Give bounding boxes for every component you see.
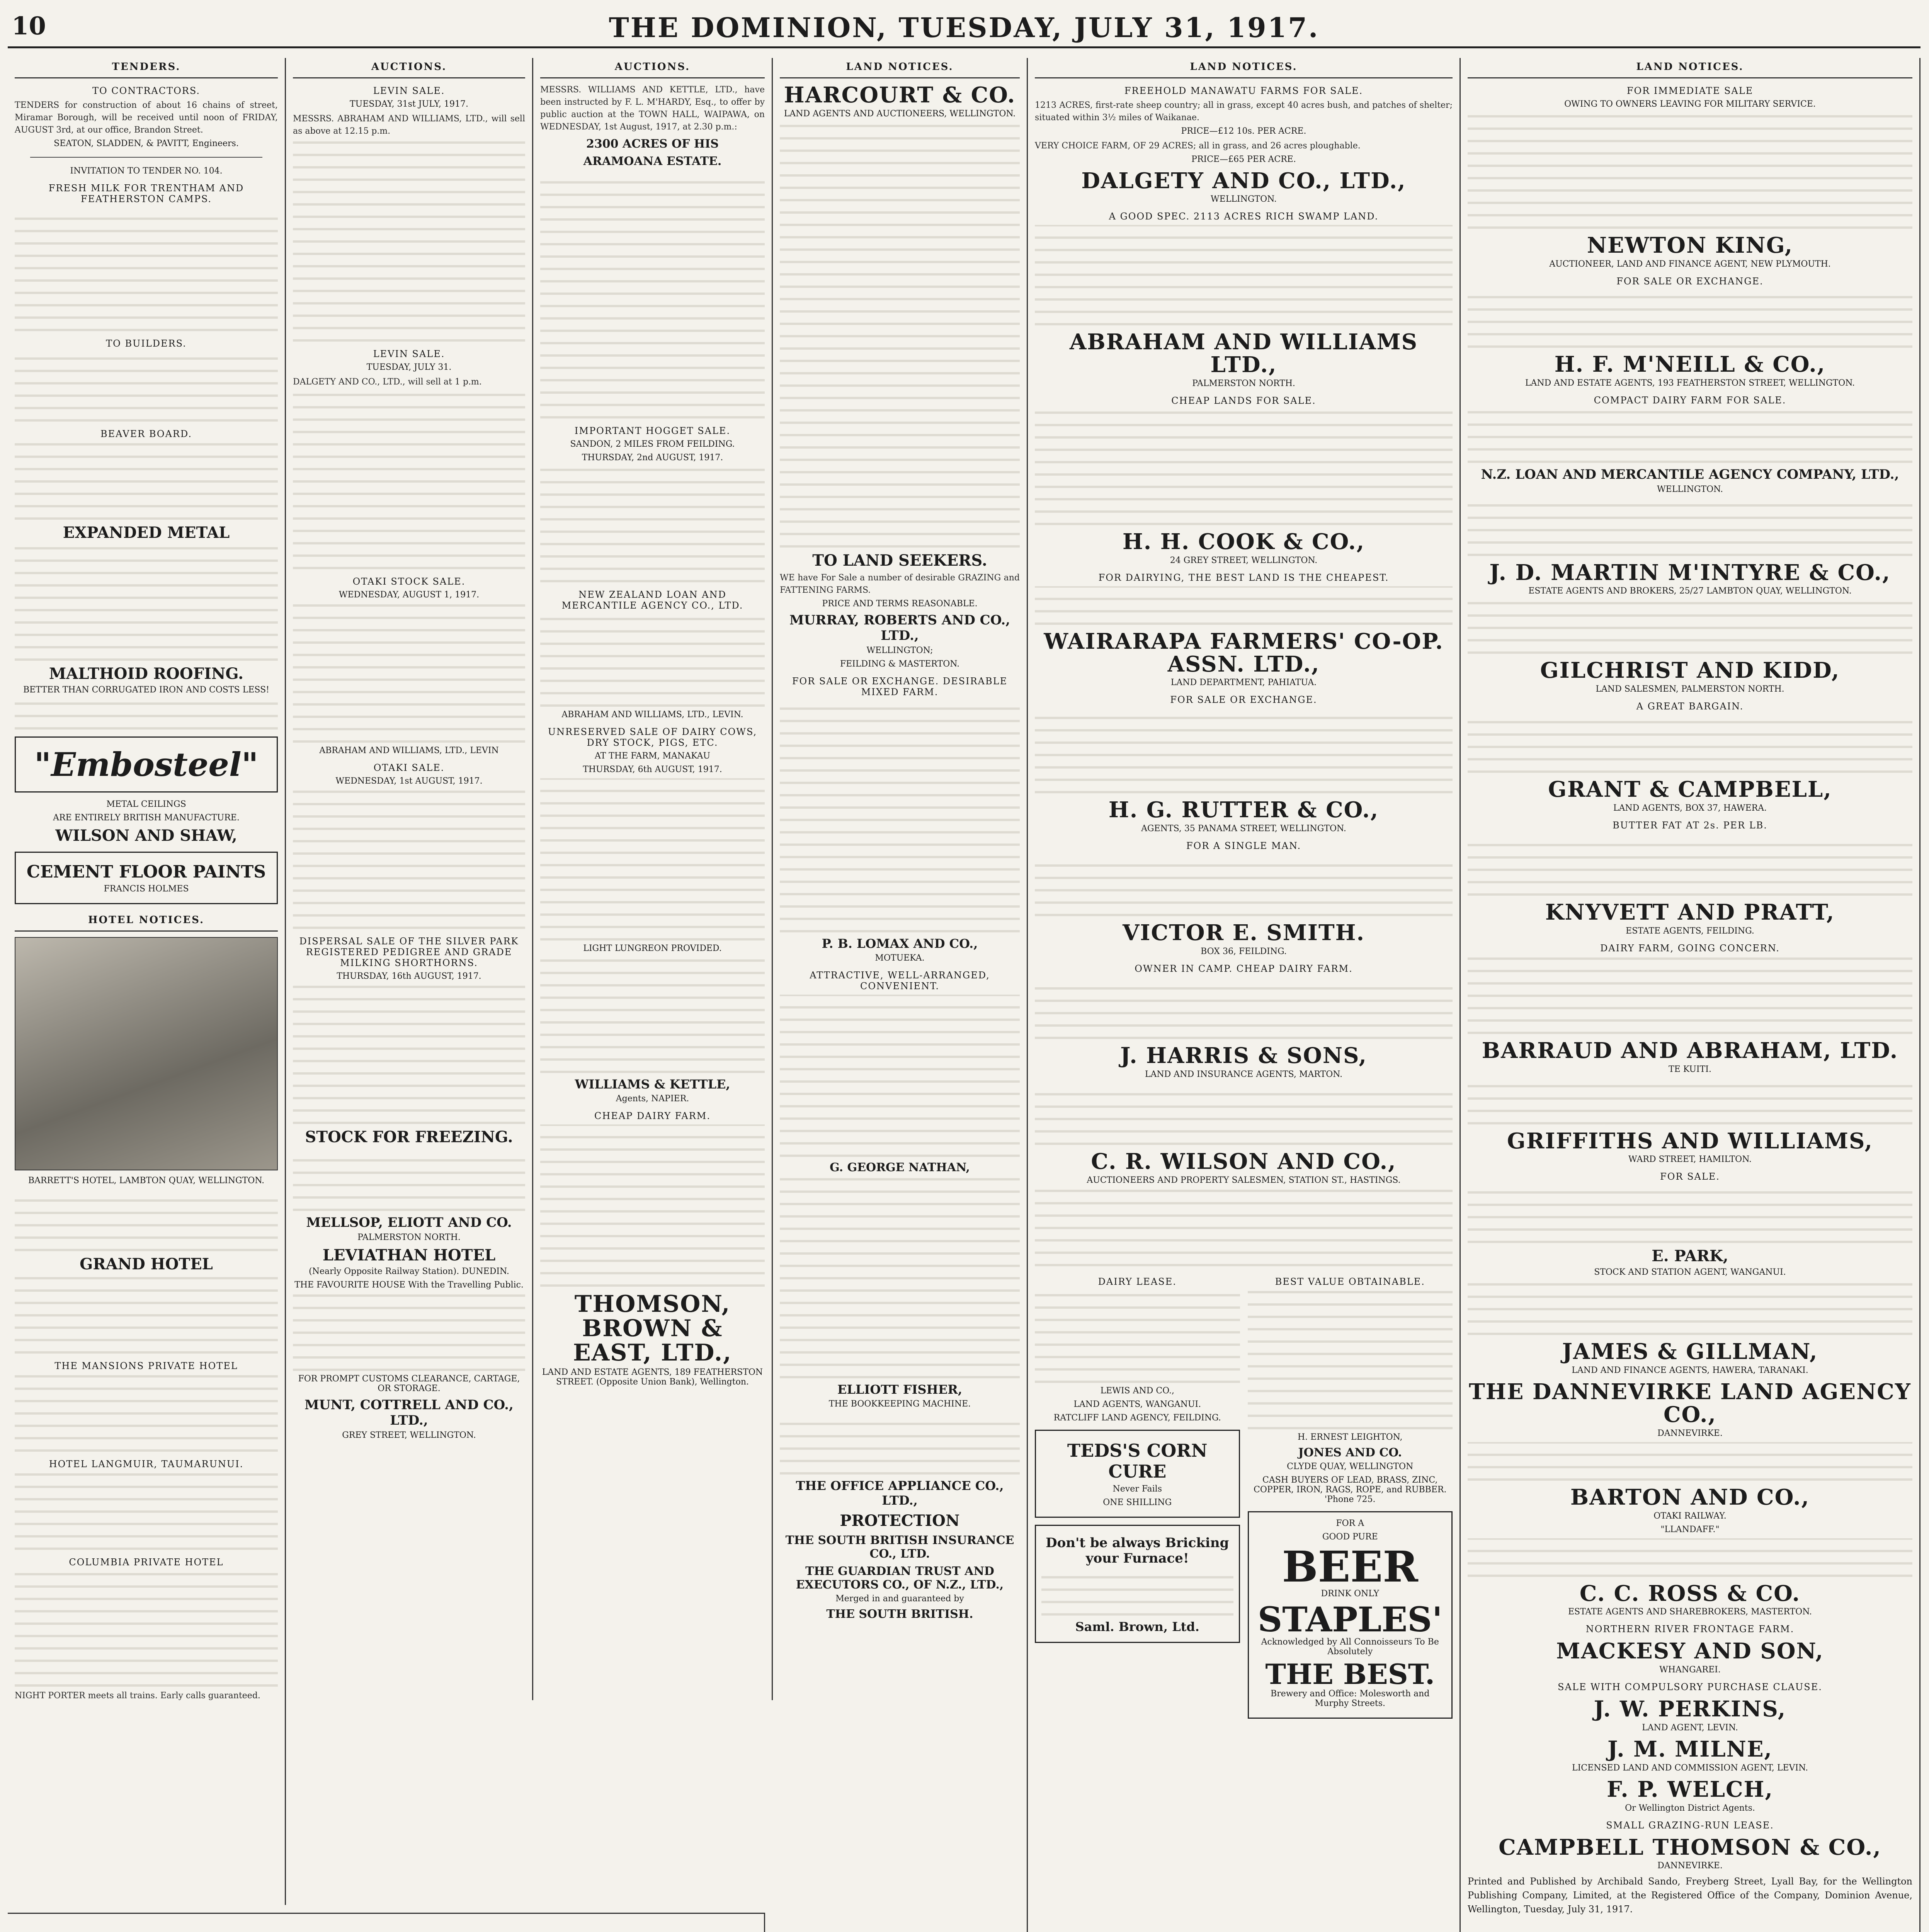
knyvett-place: ESTATE AGENTS, FEILDING. (1626, 926, 1754, 936)
jones-co: JONES AND CO. (1298, 1446, 1402, 1459)
mackesy-place: WHANGAREI. (1659, 1665, 1721, 1675)
unreserved-sale: UNRESERVED SALE OF DAIRY COWS, DRY STOCK, PIGS, ETC. (548, 726, 757, 748)
dairy-going: DAIRY FARM, GOING CONCERN. (1600, 942, 1780, 954)
aramoana-estate: ARAMOANA ESTATE. (583, 154, 722, 168)
teds-corn-cure: TEDS'S CORN CURE (1067, 1440, 1208, 1482)
campbell-thomson: CAMPBELL THOMSON & CO., (1499, 1834, 1881, 1860)
mneill: H. F. M'NEILL & CO., (1554, 351, 1826, 377)
northern-frontage: NORTHERN RIVER FRONTAGE FARM. (1585, 1624, 1795, 1635)
immediate-text (1468, 113, 1912, 229)
nathan-text (780, 1177, 1020, 1378)
lomax-place: MOTUEKA. (875, 953, 925, 963)
wilson-co: C. R. WILSON AND CO., (1091, 1148, 1397, 1174)
leviathan-sub: (Nearly Opposite Railway Station). DUNEDIN. (309, 1266, 509, 1276)
good-spec-text (1035, 225, 1453, 325)
malthoid-note: BETTER THAN CORRUGATED IRON AND COSTS LESS! (23, 685, 269, 695)
column-land-notices-3 (1461, 58, 1920, 1932)
divider (30, 157, 262, 158)
nz-loan-text-6 (1468, 498, 1912, 556)
column-header-land-2: LAND NOTICES. (1035, 58, 1453, 78)
sandon: SANDON, 2 MILES FROM FEILDING. (570, 439, 735, 449)
grant-campbell: GRANT & CAMPBELL, (1548, 777, 1832, 803)
otaki-date-2: WEDNESDAY, 1st AUGUST, 1917. (335, 776, 483, 786)
dalgety-levin: DALGETY AND CO., LTD., will sell at 1 p.m. (293, 377, 482, 387)
rutter: H. G. RUTTER & CO., (1108, 797, 1379, 823)
milk-ad-text (15, 207, 278, 331)
levin-sale-date-2: TUESDAY, JULY 31. (366, 362, 452, 372)
abraham-williams-intro: MESSRS. ABRAHAM AND WILLIAMS, LTD., will sell as above at 12.15 p.m. (293, 114, 525, 136)
exchange-mixed-farm: FOR SALE OR EXCHANGE. DESIRABLE MIXED FARM. (792, 675, 1008, 697)
perkins-place: LAND AGENT, LEVIN. (1642, 1723, 1738, 1733)
compulsory-purchase: SALE WITH COMPULSORY PURCHASE CLAUSE. (1558, 1682, 1822, 1693)
the-best: THE BEST. (1265, 1657, 1435, 1690)
embosteel-logo: "Embosteel" (15, 736, 278, 793)
attractive-text (780, 995, 1020, 1157)
bottom-ad-left (1035, 1269, 1240, 1726)
great-bargain: A GREAT BARGAIN. (1636, 701, 1744, 712)
column-land-notices-1 (773, 58, 1028, 1932)
for-sale: FOR SALE. (1660, 1171, 1720, 1182)
teds-corn-cure-ad (1035, 1430, 1240, 1518)
aramoana-acres: 2300 ACRES OF HIS (586, 137, 719, 151)
james-gillman: JAMES & GILLMAN, (1562, 1339, 1818, 1365)
cheap-lands-text (1035, 409, 1453, 525)
nz-loan-text (540, 614, 765, 707)
metal-ceilings: METAL CEILINGS (106, 799, 186, 809)
abraham-williams-place: PALMERSTON NORTH. (1192, 379, 1295, 389)
newspaper-title: THE DOMINION, TUESDAY, JULY 31, 1917. (609, 12, 1320, 44)
drink-only: DRINK ONLY (1321, 1588, 1380, 1599)
dalgety-place: WELLINGTON. (1211, 194, 1277, 204)
levin-sale-heading: LEVIN SALE. (373, 85, 445, 96)
grazing-run: SMALL GRAZING-RUN LEASE. (1606, 1820, 1774, 1831)
staples-beer-ad (1248, 1511, 1453, 1719)
column-header-auctions-2: AUCTIONS. (540, 58, 765, 78)
dairying-cheapest: FOR DAIRYING, THE BEST LAND IS THE CHEAPEST. (1098, 572, 1389, 583)
ross-place: ESTATE AGENTS AND SHAREBROKERS, MASTERTON. (1568, 1607, 1812, 1617)
otaki-list-2 (293, 790, 525, 929)
griffiths-williams: GRIFFITHS AND WILLIAMS, (1507, 1128, 1873, 1154)
butter-fat: BUTTER FAT AT 2s. PER LB. (1613, 820, 1767, 831)
barretts-hotel: BARRETT'S HOTEL, LAMBTON QUAY, WELLINGTON. (28, 1175, 265, 1185)
landaff-text (1468, 1538, 1912, 1577)
harcourt-sub: LAND AGENTS AND AUCTIONEERS, WELLINGTON. (784, 109, 1016, 119)
welch: F. P. WELCH, (1607, 1776, 1773, 1802)
nz-loan-place: WELLINGTON. (1657, 484, 1723, 494)
leviathan-hotel: LEVIATHAN HOTEL (322, 1246, 496, 1264)
beer-good-pure: GOOD PURE (1322, 1532, 1378, 1542)
victor-smith: VICTOR E. SMITH. (1122, 920, 1365, 946)
james-place: LAND AND FINANCE AGENTS, HAWERA, TARANAKI. (1572, 1366, 1808, 1376)
bargain-text (1468, 715, 1912, 773)
cheap-dairy-farm: CHEAP DAIRY FARM. (594, 1110, 711, 1121)
harcourt-listings (780, 122, 1020, 548)
langmuir-hotel: HOTEL LANGMUIR, TAUMARUNUI. (49, 1458, 244, 1469)
levin-sale-date: TUESDAY, 31st JULY, 1917. (350, 99, 468, 109)
masthead-rule (8, 46, 1920, 48)
dannevirke-place: DANNEVIRKE. (1657, 1428, 1723, 1438)
dispersal-text (293, 985, 525, 1124)
lewis-co: LEWIS AND CO., (1100, 1386, 1174, 1396)
single-man: FOR A SINGLE MAN. (1186, 840, 1301, 852)
beaver-board-heading: BEAVER BOARD. (100, 428, 192, 439)
lewis-place: LAND AGENTS, WANGANUI. (1073, 1399, 1201, 1409)
hogget-sale: IMPORTANT HOGGET SALE. (574, 425, 731, 436)
harris-sons: J. HARRIS & SONS, (1120, 1043, 1368, 1069)
column-header-land-3: LAND NOTICES. (1468, 58, 1912, 78)
hogget-date: THURSDAY, 2nd AUGUST, 1917. (582, 452, 723, 463)
grand-hotel: GRAND HOTEL (80, 1255, 213, 1273)
otaki-date: WEDNESDAY, AUGUST 1, 1917. (339, 590, 480, 600)
column-auctions-1 (286, 58, 533, 1700)
thomson-brown-east: THOMSON, BROWN & EAST, LTD., (573, 1290, 732, 1366)
otaki-stock-list (293, 604, 525, 743)
milne-place: LICENSED LAND AND COMMISSION AGENT, LEVIN. (1572, 1763, 1808, 1773)
owner-camp: OWNER IN CAMP. CHEAP DAIRY FARM. (1135, 963, 1353, 975)
ross-co: C. C. ROSS & CO. (1579, 1580, 1801, 1606)
builders-ad-text (15, 352, 278, 422)
harris-text (1035, 1083, 1453, 1145)
expanded-metal-heading: EXPANDED METAL (63, 523, 230, 542)
newton-king-sub: AUCTIONEER, LAND AND FINANCE AGENT, NEW PLYMOUTH. (1549, 259, 1831, 269)
mellsop-eliott: MELLSOP, ELIOTT AND CO. (306, 1214, 512, 1230)
best-value-text (1248, 1290, 1453, 1429)
column-tenders (8, 58, 286, 1905)
jones-place: CLYDE QUAY, WELLINGTON (1287, 1461, 1414, 1471)
hogget-text (540, 466, 765, 582)
manakau-text (540, 778, 765, 940)
thomson-sub: LAND AND ESTATE AGENTS, 189 FEATHERSTON STREET. (Opposite Union Bank), Wellington. (542, 1367, 763, 1387)
mellsop-place: PALMERSTON NORTH. (357, 1232, 461, 1242)
knyvett-pratt: KNYVETT AND PRATT, (1545, 899, 1835, 925)
builders-heading: TO BUILDERS. (106, 338, 187, 349)
customs-clearance: FOR PROMPT CUSTOMS CLEARANCE, CARTAGE, OR STORAGE. (298, 1374, 520, 1393)
cheap-dairy-text (540, 1124, 765, 1287)
stock-freezing-heading: STOCK FOR FREEZING. (305, 1128, 513, 1146)
cheap-lands: CHEAP LANDS FOR SALE. (1171, 395, 1316, 406)
ratcliff: RATCLIFF LAND AGENCY, FEILDING. (1053, 1413, 1221, 1423)
welch-place: Or Wellington District Agents. (1625, 1803, 1755, 1813)
exchange-text-6 (1468, 290, 1912, 348)
south-british: THE SOUTH BRITISH INSURANCE CO., LTD. (785, 1533, 1014, 1561)
nz-loan-mercantile: NEW ZEALAND LOAN AND MERCANTILE AGENCY CO., LTD. (561, 589, 743, 611)
barretts-text (15, 1189, 278, 1251)
metal-made: ARE ENTIRELY BRITISH MANUFACTURE. (53, 813, 240, 823)
wairarapa-farmers: WAIRARAPA FARMERS' CO-OP. ASSN. LTD., (1044, 628, 1444, 677)
office-appliance: THE OFFICE APPLIANCE CO., LTD., (796, 1478, 1004, 1508)
saml-brown: Saml. Brown, Ltd. (1075, 1619, 1199, 1634)
perkins: J. W. PERKINS, (1594, 1696, 1786, 1722)
e-park: E. PARK, (1652, 1247, 1728, 1265)
mansions-hotel: THE MANSIONS PRIVATE HOTEL (54, 1360, 238, 1371)
barraud-abraham: BARRAUD AND ABRAHAM, LTD. (1482, 1037, 1898, 1063)
favourite-house: THE FAVOURITE HOUSE With the Travelling Public. (294, 1280, 524, 1290)
campbell-place: DANNEVIRKE. (1657, 1861, 1723, 1871)
dairy-farm-price: PRICE—£65 PER ACRE. (1191, 154, 1296, 164)
munt-cottrell: MUNT, COTTRELL AND CO., LTD., (304, 1397, 514, 1428)
protection: PROTECTION (840, 1511, 960, 1530)
cash-buyers: CASH BUYERS OF LEAD, BRASS, ZINC, COPPER, IRON, RAGS, ROPE, and RUBBER. 'Phone 725. (1254, 1475, 1447, 1504)
bricking-furnace: Don't be always Bricking your Furnace! (1046, 1535, 1229, 1566)
leviathan-text (293, 1294, 525, 1371)
attractive-home: ATTRACTIVE, WELL-ARRANGED, CONVENIENT. (810, 969, 990, 992)
mackesy-son: MACKESY AND SON, (1556, 1638, 1824, 1664)
williams-kettle-agents: Agents, NAPIER. (616, 1094, 689, 1104)
acknowledged: Acknowledged by All Connoisseurs To Be Absolutely (1261, 1637, 1439, 1656)
land-seekers: TO LAND SEEKERS. (812, 551, 987, 570)
williams-kettle-sign: WILLIAMS & KETTLE, (575, 1077, 730, 1092)
francis-holmes: FRANCIS HOLMES (104, 884, 189, 894)
merged-guaranteed: Merged in and guaranteed by (835, 1594, 964, 1604)
williams-kettle-intro: MESSRS. WILLIAMS AND KETTLE, LTD., have been instructed by F. L. M'HARDY, Esq., to offer by public auction at the TOWN HALL, WAIPAWA, on WEDNESDAY, 1st August, 1917, at 2.30 p.m.: (540, 85, 765, 132)
levin-stock-list (293, 141, 525, 342)
dannevirke-agency: THE DANNEVIRKE LAND AGENCY CO., (1469, 1379, 1911, 1427)
sale-exchange: FOR SALE OR EXCHANGE. (1170, 694, 1317, 706)
dispersal-sale: DISPERSAL SALE OF THE SILVER PARK REGISTERED PEDIGREE AND GRADE MILKING SHORTHORNS. (299, 935, 519, 968)
abraham-levin: ABRAHAM AND WILLIAMS, LTD., LEVIN (319, 745, 499, 755)
griffiths-place: WARD STREET, HAMILTON. (1628, 1155, 1752, 1165)
brewery: Brewery and Office: Molesworth and Murphy Streets. (1271, 1689, 1430, 1708)
barton-place: OTAKI RAILWAY. (1653, 1511, 1727, 1521)
harcourt: HARCOURT & CO. (784, 82, 1016, 108)
dairying-text (1035, 586, 1453, 625)
owing-military: OWING TO OWNERS LEAVING FOR MILITARY SERVICE. (1564, 99, 1816, 109)
aramoana-text (540, 171, 765, 418)
wilson-shaw: WILSON AND SHAW, (55, 826, 237, 845)
barton-co: BARTON AND CO., (1570, 1484, 1810, 1510)
south-british-2: THE SOUTH BRITISH. (826, 1607, 973, 1621)
manawatu-price: PRICE—£12 10s. PER ACRE. (1181, 126, 1306, 136)
column-header-land-1: LAND NOTICES. (780, 58, 1020, 78)
park-place: STOCK AND STATION AGENT, WANGANUI. (1594, 1267, 1786, 1277)
best-value: BEST VALUE OBTAINABLE. (1275, 1276, 1425, 1287)
column-header-auctions: AUCTIONS. (293, 58, 525, 78)
expanded-ad-text (15, 545, 278, 661)
compact-dairy-text (1468, 409, 1912, 463)
wilson-place: AUCTIONEERS AND PROPERTY SALESMEN, STATION ST., HASTINGS. (1087, 1175, 1401, 1185)
bookkeeping-machine: THE BOOKKEEPING MACHINE. (828, 1399, 971, 1409)
manakau-date: THURSDAY, 6th AUGUST, 1917. (583, 764, 722, 774)
harris-place: LAND AND INSURANCE AGENTS, MARTON. (1145, 1069, 1343, 1079)
never-fails: Never Fails (1112, 1484, 1162, 1494)
furnace-text (1041, 1569, 1233, 1616)
mixed-farm-text (780, 701, 1020, 932)
rutter-place: AGENTS, 35 PANAMA STREET, WELLINGTON. (1141, 824, 1346, 834)
auckland-advert (8, 1913, 765, 1932)
levin-sale-heading-2: LEVIN SALE. (373, 348, 445, 359)
park-text (1468, 1281, 1912, 1335)
abraham-williams-ltd: ABRAHAM AND WILLIAMS LTD., (1069, 329, 1418, 378)
grazing-farms: WE have For Sale a number of desirable GRAZING and FATTENING FARMS. (780, 573, 1020, 595)
landaff: "LLANDAFF." (1660, 1524, 1720, 1534)
price-terms: PRICE AND TERMS REASONABLE. (822, 599, 978, 609)
gilchrist-kidd: GILCHRIST AND KIDD, (1540, 658, 1840, 684)
stock-freezing-text (293, 1149, 525, 1211)
sale-exchange-6: FOR SALE OR EXCHANGE. (1616, 276, 1764, 287)
grant-place: LAND AGENTS, BOX 37, HAWERA. (1613, 803, 1767, 813)
manawatu-body: 1213 ACRES, first-rate sheep country; all in grass, except 40 acres bush, and patches of shelter; situated within 3½ miles of Waikanae. (1035, 100, 1453, 122)
otaki-sale-heading-2: OTAKI SALE. (373, 762, 445, 773)
dairy-going-text (1468, 957, 1912, 1034)
dalgety-stock-list (293, 391, 525, 569)
milne: J. M. MILNE, (1607, 1736, 1773, 1762)
martin-place: ESTATE AGENTS AND BROKERS, 25/27 LAMBTON QUAY, WELLINGTON. (1528, 586, 1852, 596)
george-nathan: G. GEORGE NATHAN, (830, 1160, 970, 1174)
lungreon: LIGHT LUNGREON PROVIDED. (583, 943, 722, 953)
dairy-lease-text (1035, 1290, 1240, 1383)
beaver-ad-text (15, 442, 278, 520)
printer-imprint: Printed and Published by Archibald Sando, Freyberg Street, Lyall Bay, for the Wellington Publishing Company, Limited, at the Registered Office of the Company, Dominion Avenue, Wellington, Tuesday, July 31, 1917. (1468, 1876, 1912, 1915)
night-porter: NIGHT PORTER meets all trains. Early calls guaranteed. (15, 1690, 260, 1701)
staples: STAPLES' (1257, 1599, 1442, 1639)
contractors-signature: SEATON, SLADDEN, & PAVITT, Engineers. (54, 138, 239, 148)
nz-loan-company: N.Z. LOAN AND MERCANTILE AGENCY COMPANY, LTD., (1481, 466, 1899, 482)
columbia-text (15, 1571, 278, 1687)
lomax: P. B. LOMAX AND CO., (822, 936, 978, 951)
butter-fat-text (1468, 834, 1912, 896)
barraud-text (1468, 1078, 1912, 1124)
one-shilling: ONE SHILLING (1103, 1497, 1172, 1507)
beer: BEER (1282, 1541, 1418, 1592)
for-sale-text (1468, 1185, 1912, 1243)
dalgety: DALGETY AND CO., LTD., (1081, 168, 1406, 194)
wairarapa-place: LAND DEPARTMENT, PAHIATUA. (1170, 678, 1317, 688)
martin-text (1468, 600, 1912, 654)
column-auctions-2 (533, 58, 773, 1700)
hotel-notices-heading: HOTEL NOTICES. (15, 911, 278, 932)
murray-place: WELLINGTON; (866, 645, 933, 655)
elliott-text (780, 1413, 1020, 1475)
dannevirke-text (1468, 1442, 1912, 1481)
elliott-fisher: ELLIOTT FISHER, (837, 1382, 962, 1397)
invitation-tender: INVITATION TO TENDER NO. 104. (70, 166, 223, 176)
grand-text (15, 1276, 278, 1354)
milk-heading: FRESH MILK FOR TRENTHAM AND FEATHERSTON CAMPS. (48, 182, 244, 204)
cement-floor-paints: CEMENT FLOOR PAINTS (26, 862, 266, 882)
manawatu-heading: FREEHOLD MANAWATU FARMS FOR SALE. (1124, 85, 1363, 96)
columbia-hotel: COLUMBIA PRIVATE HOTEL (69, 1556, 224, 1568)
bottom-ad-right (1248, 1269, 1453, 1726)
hh-cook: H. H. COOK & CO., (1122, 529, 1365, 555)
single-man-text (1035, 854, 1453, 916)
bottom-ad-grid (1035, 1269, 1453, 1726)
ernest-leighton: H. ERNEST LEIGHTON, (1297, 1432, 1403, 1442)
column-header-tenders: TENDERS. (15, 58, 278, 78)
victor-place: BOX 36, FEILDING. (1201, 947, 1287, 957)
hotel-illustration (15, 937, 278, 1170)
immediate-sale: FOR IMMEDIATE SALE (1626, 85, 1754, 96)
abraham-levin-2: ABRAHAM AND WILLIAMS, LTD., LEVIN. (561, 709, 743, 719)
manakau-farm: AT THE FARM, MANAKAU (594, 751, 711, 761)
owner-camp-text (1035, 977, 1453, 1039)
malthoid-heading: MALTHOID ROOFING. (49, 664, 244, 683)
cook-address: 24 GREY STREET, WELLINGTON. (1170, 555, 1318, 565)
newspaper-page (8, 0, 1920, 1932)
munt-address: GREY STREET, WELLINGTON. (342, 1430, 476, 1440)
beer-for: FOR A (1336, 1518, 1364, 1528)
feilding-masterton: FEILDING & MASTERTON. (840, 659, 960, 669)
furnace-ad (1035, 1525, 1240, 1643)
dairy-lease: DAIRY LEASE. (1098, 1276, 1177, 1287)
dispersal-date: THURSDAY, 16th AUGUST, 1917. (337, 971, 481, 981)
compact-dairy: COMPACT DAIRY FARM FOR SALE. (1594, 395, 1786, 406)
otaki-sale-heading: OTAKI STOCK SALE. (352, 576, 466, 587)
newton-king: NEWTON KING, (1587, 233, 1793, 258)
mneill-place: LAND AND ESTATE AGENTS, 193 FEATHERSTON STREET, WELLINGTON. (1525, 378, 1855, 388)
guardian-trust: THE GUARDIAN TRUST AND EXECUTORS CO., OF N.Z., LTD., (796, 1564, 1004, 1592)
property-text (540, 957, 765, 1073)
mansions-text (15, 1374, 278, 1452)
murray-roberts: MURRAY, ROBERTS AND CO., LTD., (789, 612, 1010, 643)
masthead (8, 12, 1920, 43)
wilson-text (1035, 1189, 1453, 1266)
contractors-body: TENDERS for construction of about 16 chains of street, Miramar Borough, will be received until noon of FRIDAY, AUGUST 3rd, at our office, Brandon Street. (15, 100, 278, 135)
gilchrist-place: LAND SALESMEN, PALMERSTON NORTH. (1596, 684, 1784, 694)
contractors-heading: TO CONTRACTORS. (92, 85, 201, 96)
malthoid-agents-text (15, 699, 278, 730)
barraud-place: TE KUITI. (1669, 1064, 1711, 1074)
column-land-notices-2 (1028, 58, 1461, 1932)
exchange-text (1035, 708, 1453, 793)
page-number: 10 (12, 12, 46, 41)
cement-paint-ad (15, 852, 278, 904)
martin-mintyre: J. D. MARTIN M'INTYRE & CO., (1489, 560, 1891, 585)
good-spec: A GOOD SPEC. 2113 ACRES RICH SWAMP LAND. (1109, 211, 1379, 222)
langmuir-text (15, 1473, 278, 1550)
dairy-farm-body: VERY CHOICE FARM, OF 29 ACRES; all in grass, and 26 acres ploughable. (1035, 141, 1361, 151)
